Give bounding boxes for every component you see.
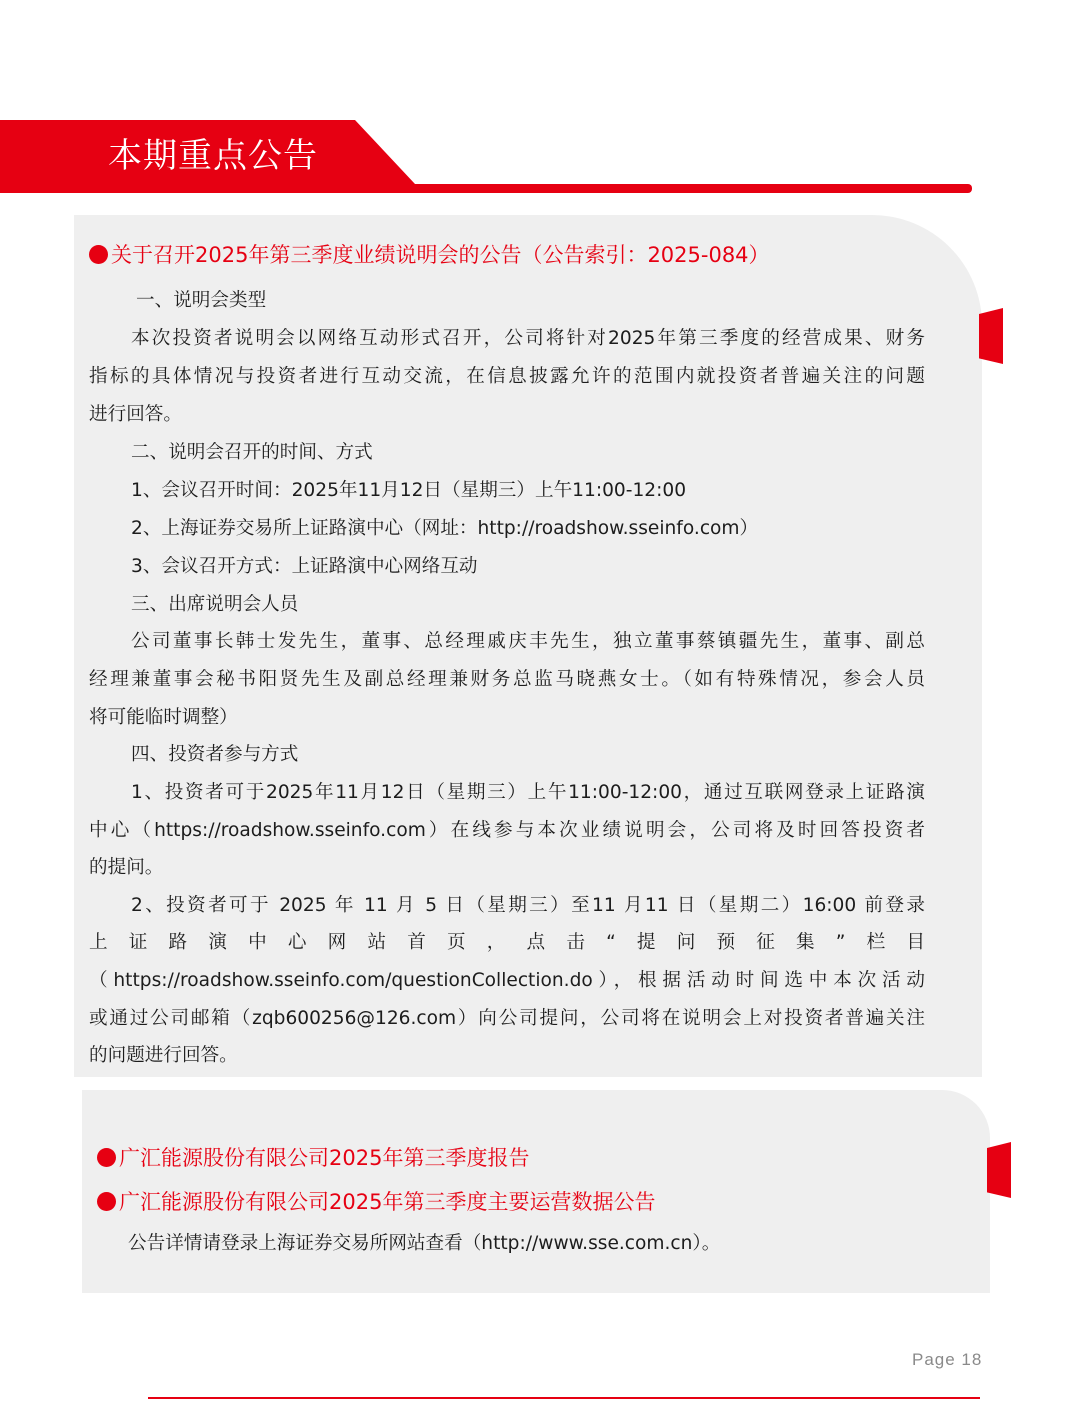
report-link-operating-data[interactable] xyxy=(97,1186,655,1216)
body-line-with-url: （https://roadshow.sseinfo.com/questionCollection.do），根据活动时间选中本次活动 xyxy=(89,970,925,991)
bullet-icon xyxy=(89,245,108,264)
announcement-heading[interactable] xyxy=(89,239,770,269)
report-link-q3[interactable] xyxy=(97,1142,529,1172)
details-note: 公告详情请登录上海证券交易所网站查看（http://www.sse.com.cn）。 xyxy=(128,1233,721,1254)
footer-divider xyxy=(148,1397,980,1399)
body-line: 经理兼董事会秘书阳贤先生及副总经理兼财务总监马晓燕女士。（如有特殊情况，参会人员 xyxy=(89,669,925,690)
report-link-text: 广汇能源股份有限公司2025年第三季度主要运营数据公告 xyxy=(119,1190,656,1214)
body-line: 公司董事长韩士发先生，董事、总经理戚庆丰先生，独立董事蔡镇疆先生，董事、副总 xyxy=(131,631,925,652)
section-title: 二、说明会召开的时间、方式 xyxy=(131,442,373,463)
body-line: 指标的具体情况与投资者进行互动交流，在信息披露允许的范围内就投资者普遍关注的问题 xyxy=(89,366,925,387)
body-line: 上证路演中心网站首页，点击“提问预征集”栏目 xyxy=(89,932,925,953)
report-link-text: 广汇能源股份有限公司2025年第三季度报告 xyxy=(119,1146,530,1170)
body-line: 1、会议召开时间：2025年11月12日（星期三）上午11:00-12:00 xyxy=(131,480,687,501)
page-number: Page 18 xyxy=(912,1350,983,1369)
body-line: 的提问。 xyxy=(89,857,164,878)
body-line: 1、投资者可于2025年11月12日（星期三）上午11:00-12:00，通过互联网登录上证路演 xyxy=(131,782,925,803)
body-line-with-url: 2、上海证券交易所上证路演中心（网址：http://roadshow.sseinfo.com） xyxy=(131,518,759,539)
body-line: 进行回答。 xyxy=(89,404,182,425)
card-tab-marker xyxy=(987,1142,1011,1198)
header-underline xyxy=(0,184,972,193)
body-line: 3、会议召开方式：上证路演中心网络互动 xyxy=(131,556,478,577)
bullet-icon xyxy=(97,1192,116,1211)
body-line: 的问题进行回答。 xyxy=(89,1045,238,1066)
body-line: 将可能临时调整） xyxy=(89,707,238,728)
body-line: 本次投资者说明会以网络互动形式召开，公司将针对2025年第三季度的经营成果、财务 xyxy=(131,328,925,349)
section-title: 三、出席说明会人员 xyxy=(131,594,299,615)
card-tab-marker xyxy=(979,308,1003,364)
section-title: 一、说明会类型 xyxy=(136,290,267,311)
announcement-heading-text: 关于召开2025年第三季度业绩说明会的公告（公告索引：2025-084） xyxy=(111,243,770,267)
bullet-icon xyxy=(97,1148,116,1167)
body-line-with-email: 或通过公司邮箱（zqb600256@126.com）向公司提问，公司将在说明会上对投资者普遍关注 xyxy=(89,1008,925,1029)
body-line: 2、投资者可于 2025 年 11 月 5 日（星期三）至11 月11 日（星期二）16:00 前登录 xyxy=(131,895,925,916)
page-title: 本期重点公告 xyxy=(108,136,318,176)
body-line-with-url: 中心（https://roadshow.sseinfo.com）在线参与本次业绩说明会，公司将及时回答投资者 xyxy=(89,820,925,841)
section-title: 四、投资者参与方式 xyxy=(131,744,299,765)
